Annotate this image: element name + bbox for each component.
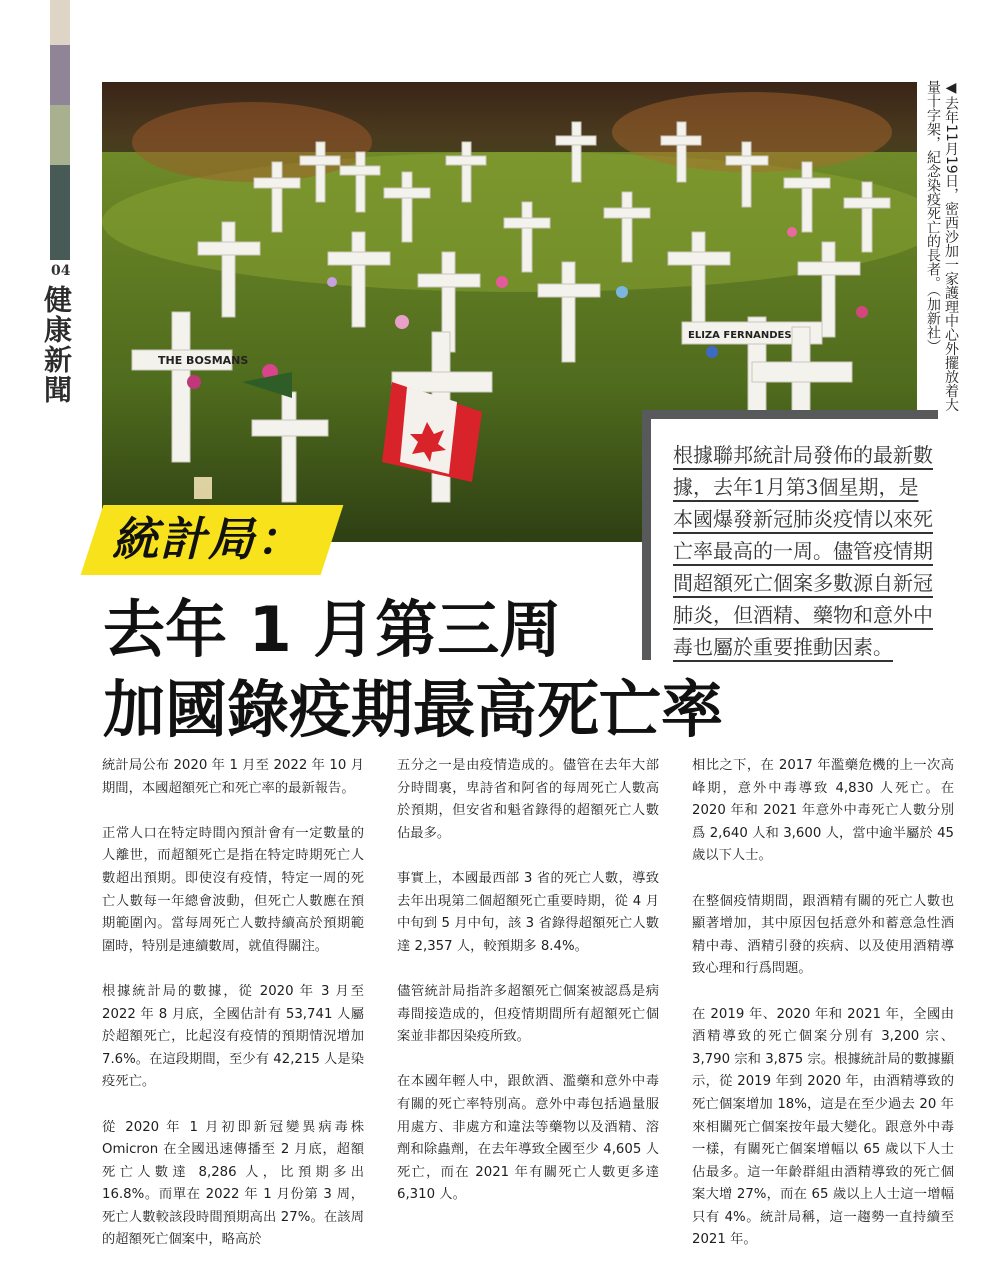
paragraph: 在本國年輕人中，跟飲酒、濫藥和意外中毒有關的死亡率特別高。意外中毒包括過量服用處方、非處方和違法等藥物以及酒精、溶劑和除蟲劑，在去年導致全國至少 4,605 人死亡，而在 2021 年有關死亡人數更多達 6,310 人。 [397, 1074, 659, 1203]
paragraph: 根據統計局的數據，從 2020 年 3 月至 2022 年 8 月底，全國估計有 53,741 人屬於超額死亡，比起沒有疫情的預期情況增加 7.6%。在這段期間，至少有 42,215 人是染疫死亡。 [102, 983, 364, 1090]
paragraph: 儘管統計局指許多超額死亡個案被認爲是病毒間接造成的，但疫情期間所有超額死亡個案並非都因染疫所致。 [397, 983, 659, 1045]
paragraph: 從 2020 年 1 月初即新冠變異病毒株 Omicron 在全國迅速傳播至 2 月底，超額死亡人數達 8,286 人，比預期多出 16.8%。而單在 2022 年 1 月份第 3 周，死亡人數較該段時間預期高出 27%。在該周的超額死亡個案中，略高於 [102, 1119, 364, 1248]
color-strip-purple [50, 45, 70, 105]
paragraph: 相比之下，在 2017 年濫藥危機的上一次高峰期，意外中毒導致 4,830 人死亡。在 2020 年和 2021 年意外中毒死亡人數分別爲 2,640 人和 3,600 人，當中逾半屬於 45 歲以下人士。 [692, 758, 954, 864]
cross-name-fernandes: ELIZA FERNANDES [688, 330, 792, 341]
color-strip-dark-green [50, 165, 70, 260]
paragraph: 在整個疫情期間，跟酒精有關的死亡人數也顯著增加，其中原因包括意外和蓄意急性酒精中毒、酒精引發的疾病、以及使用酒精導致心理和行爲問題。 [692, 893, 954, 977]
color-strip-sage [50, 105, 70, 165]
paragraph: 統計局公布 2020 年 1 月至 2022 年 10 月期間，本國超額死亡和死亡率的最新報告。 [102, 758, 364, 796]
paragraph: 正常人口在特定時間內預計會有一定數量的人離世，而超額死亡是指在特定時期死亡人數超出預期。即使沒有疫情，特定一周的死亡人數每一年總會波動，但死亡人數應在預期範圍內。當每周死亡人數持續高於預期範圍時，特別是連續數周，就值得關注。 [102, 825, 364, 954]
summary-box [642, 410, 938, 660]
cross-name-bosmans: THE BOSMANS [158, 354, 249, 367]
headline-line-2: 加國錄疫期最高死亡率 [103, 673, 724, 746]
color-strip-tan [50, 0, 70, 45]
paragraph: 事實上，本國最西部 3 省的死亡人數，導致去年出現第二個超額死亡重要時期，從 4 月中旬到 5 月中旬，該 3 省錄得超額死亡人數達 2,357 人，較預期多 8.4%。 [397, 870, 659, 954]
photo-caption: ◀去年11月19日，密西沙加一家護理中心外擺放着大量十字架，紀念染疫死亡的長者。（加新社） [925, 80, 959, 412]
summary-text: 根據聯邦統計局發佈的最新數據，去年1月第3個星期，是本國爆發新冠肺炎疫情以來死亡率最高的一周。儘管疫情期間超額死亡個案多數源自新冠肺炎，但酒精、藥物和意外中毒也屬於重要推動因素。 [673, 443, 933, 659]
paragraph: 五分之一是由疫情造成的。儘管在去年大部分時間裏，卑詩省和阿省的每周死亡人數高於預期，但安省和魁省錄得的超額死亡人數佔最多。 [397, 758, 659, 841]
headline-line-1: 去年 1 月第三周 [103, 593, 562, 666]
headline-kicker: 統計局： [112, 512, 304, 566]
paragraph: 在 2019 年、2020 年和 2021 年，全國由酒精導致的死亡個案分別有 3,200 宗、3,790 宗和 3,875 宗。根據統計局的數據顯示，從 2019 年到 2020 年，由酒精導致的死亡個案增加 18%，這是在至少過去 20 年來相關死亡個案按年最大變化。跟意外中毒一樣，有關死亡個案增幅以 65 歲以下人士佔最多。這一年齡群組由酒精導致的死亡個案大增 27%，而在 65 歲以上人士這一增幅只有 4%。統計局稱，這一趨勢一直持續至 2021 年。 [692, 1006, 954, 1248]
body-column-1 [102, 755, 364, 1275]
section-title: 健康新聞 [40, 285, 73, 405]
body-column-2 [397, 755, 659, 1229]
body-column-3 [692, 755, 954, 1275]
page-number: 04 [51, 263, 71, 279]
